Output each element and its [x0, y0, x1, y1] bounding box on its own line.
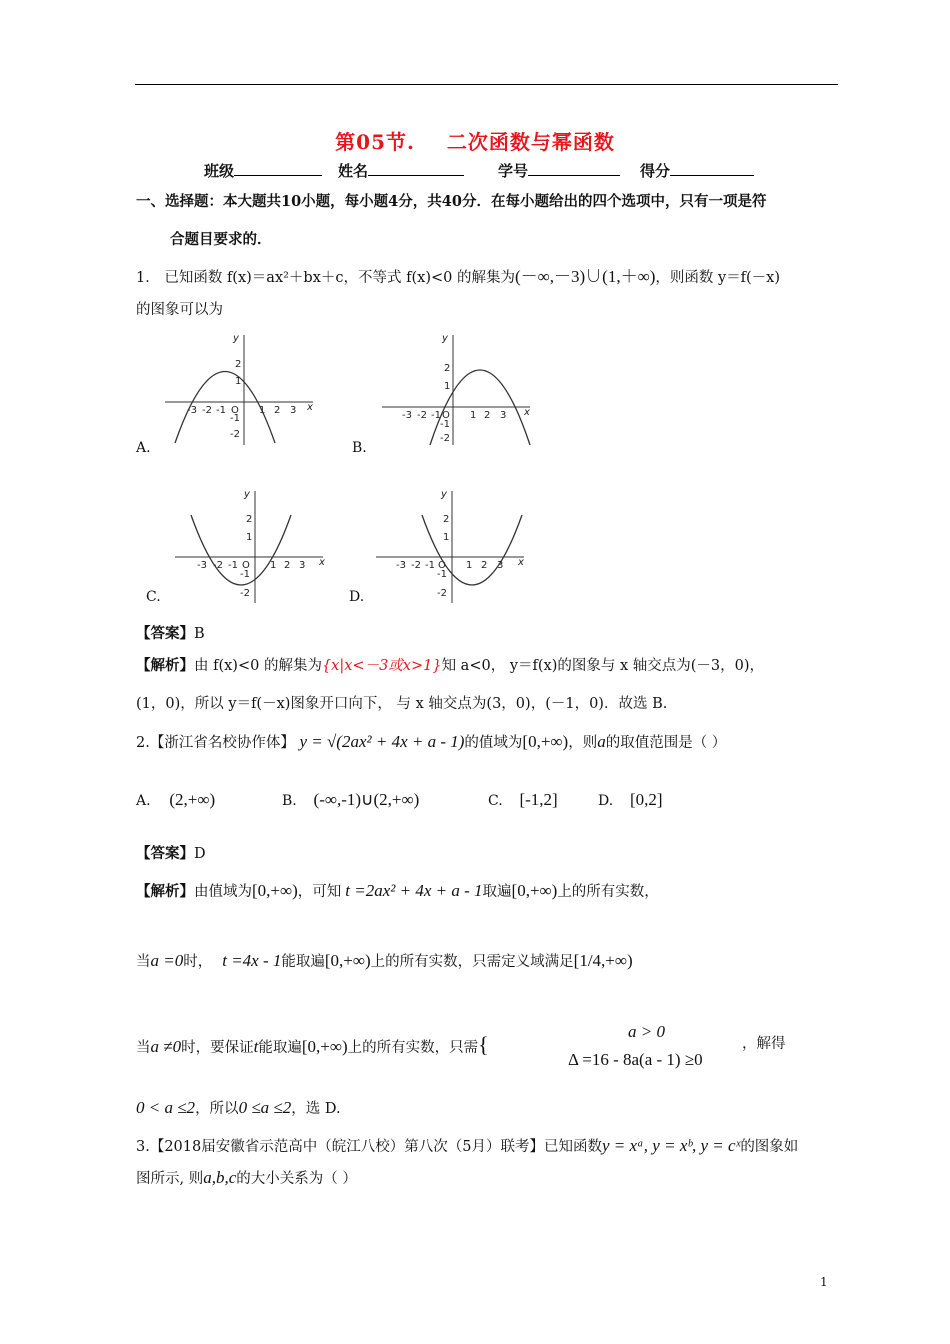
svg-text:1: 1 — [466, 560, 473, 571]
q2-an2-text2: 时， — [183, 954, 213, 970]
q1-option-d-label: D. — [349, 589, 365, 605]
q1-analysis-label: 【解析】 — [136, 657, 194, 674]
q2-option-a — [136, 790, 215, 810]
q2-option-d — [598, 790, 663, 810]
q1-analysis-set: {x|x<－3或x>1} — [321, 658, 442, 674]
svg-text:1: 1 — [270, 560, 277, 571]
svg-text:x: x — [307, 402, 313, 413]
id-blank[interactable] — [528, 161, 620, 176]
q3-stem-text: 3.【2018届安徽省示范高中（皖江八校）第八次（5月）联考】已知函数 — [136, 1139, 602, 1155]
svg-text:y: y — [441, 489, 447, 500]
svg-text:2: 2 — [484, 410, 491, 421]
page-title — [0, 126, 950, 155]
svg-text:2: 2 — [274, 405, 281, 416]
svg-text:O: O — [231, 405, 239, 416]
q2-stem-text: 的值域为 — [464, 735, 523, 751]
q2-answer — [136, 842, 206, 863]
q2-analysis-label: 【解析】 — [136, 883, 194, 900]
q2-an3-cond: a ≠0 — [150, 1037, 182, 1056]
q2-option-c-label: C. — [488, 793, 503, 809]
section-heading-line1: 一、选择题：本大题共10小题，每小题4分，共40分．在每小题给出的四个选项中，只有一项是符 — [136, 193, 767, 210]
svg-text:2: 2 — [444, 363, 451, 374]
score-label: 得分 — [640, 162, 671, 180]
svg-text:-1: -1 — [440, 419, 450, 430]
q2-an3-solve: ，解得 — [742, 1036, 786, 1052]
q2-an2-cond: a =0 — [150, 951, 184, 970]
class-field — [204, 160, 322, 181]
id-field — [498, 160, 620, 181]
q2-option-a-label: A. — [136, 793, 151, 809]
q1-stem-text: 1． 已知函数 f(x)＝ax²＋bx＋c，不等式 f(x)<0 的解集为 — [136, 270, 515, 286]
graph-b — [380, 327, 540, 451]
graph-a — [163, 327, 323, 451]
title-section-number: 第05节 — [335, 130, 407, 154]
q2-answer-label: 【答案】 — [136, 845, 194, 862]
q3-stem-line1 — [136, 1135, 798, 1156]
q3-vars: a,b,c — [203, 1168, 237, 1187]
q2-an3-text: 当 — [136, 1040, 151, 1056]
header-rule — [135, 84, 838, 85]
q2-option-b-label: B. — [282, 793, 297, 809]
q2-an1-text2: ，可知 — [297, 884, 342, 900]
q2-an4-text: ，所以 — [195, 1101, 239, 1117]
q2-range: [0,+∞) — [522, 732, 569, 751]
q2-var-a: a — [597, 732, 606, 751]
svg-text:-3: -3 — [197, 560, 207, 571]
svg-text:-2: -2 — [437, 588, 447, 599]
q2-stem-end: 的取值范围是（ ） — [605, 735, 727, 751]
name-label: 姓名 — [338, 162, 369, 180]
q1-interval: (－∞,－3)∪(1,＋∞) — [514, 267, 656, 286]
q2-function: y = √(2ax² + 4x + a - 1) — [299, 732, 465, 751]
q2-an2-domain: [1/4,+∞) — [573, 951, 633, 970]
q3-functions: y = xᵃ, y = xᵇ, y = cˣ — [601, 1136, 741, 1155]
svg-text:3: 3 — [500, 410, 507, 421]
q1-analysis-line1 — [136, 654, 764, 675]
q2-an4-ineq2: 0 ≤a ≤2 — [238, 1098, 292, 1117]
svg-text:y: y — [442, 333, 448, 344]
svg-text:-1: -1 — [240, 569, 250, 580]
svg-text:-1: -1 — [437, 569, 447, 580]
svg-text:-1: -1 — [216, 405, 226, 416]
q2-an1-text4: 上的所有实数， — [557, 884, 659, 900]
svg-text:3: 3 — [497, 560, 504, 571]
q2-an3-system-line2: Δ =16 - 8a(a - 1) ≥0 — [568, 1050, 703, 1069]
q2-answer-value: D — [194, 846, 206, 862]
q2-an2-text4: 上的所有实数，只需定义域满足 — [370, 954, 574, 970]
q2-analysis-line4 — [136, 1097, 341, 1118]
svg-text:-2: -2 — [240, 588, 250, 599]
class-label: 班级 — [204, 162, 235, 180]
q1-option-b-label: B. — [352, 440, 367, 456]
q2-stem — [136, 731, 726, 752]
graph-d — [374, 485, 534, 609]
q2-an3-system-line1: a > 0 — [628, 1022, 665, 1041]
id-label: 学号 — [498, 162, 529, 180]
name-field — [338, 160, 464, 181]
q1-analysis-line2: (1，0)，所以 y＝f(－x)图象开口向下， 与 x 轴交点为(3，0)，(－1，0)．故选 B. — [136, 696, 668, 712]
q2-an1-t-expr: t =2ax² + 4x + a - 1 — [345, 881, 483, 900]
q2-option-b — [282, 790, 419, 810]
q2-option-a-value: (2,+∞) — [169, 790, 216, 809]
svg-text:O: O — [438, 560, 446, 571]
svg-text:-2: -2 — [202, 405, 212, 416]
svg-text:1: 1 — [235, 376, 242, 387]
svg-text:-2: -2 — [230, 429, 240, 440]
svg-text:y: y — [244, 489, 250, 500]
q3-stem-text-end: 的图象如 — [740, 1139, 799, 1155]
score-blank[interactable] — [670, 161, 754, 176]
svg-text:x: x — [524, 407, 530, 418]
q1-analysis-text-end: 知 a<0， y＝f(x)的图象与 x 轴交点为(－3，0)， — [441, 658, 765, 674]
q2-option-d-label: D. — [598, 793, 614, 809]
q2-an1-text3: 取遍 — [482, 884, 512, 900]
q2-option-c-value: [-1,2] — [519, 790, 558, 809]
svg-text:3: 3 — [299, 560, 306, 571]
q1-answer — [136, 622, 205, 643]
svg-text:O: O — [242, 560, 250, 571]
q3-stem-text2-end: 的大小关系为（ ） — [236, 1171, 357, 1187]
svg-text:-1: -1 — [230, 413, 240, 424]
svg-text:-3: -3 — [396, 560, 406, 571]
svg-text:x: x — [518, 557, 524, 568]
svg-text:1: 1 — [470, 410, 477, 421]
name-blank[interactable] — [368, 161, 464, 176]
svg-text:2: 2 — [284, 560, 291, 571]
q2-analysis-line3: 当a ≠0时，要保证t能取遍[0,+∞)上的所有实数，只需{ — [136, 1032, 489, 1057]
svg-text:-1: -1 — [425, 560, 435, 571]
svg-text:-2: -2 — [417, 410, 427, 421]
svg-text:y: y — [233, 333, 239, 344]
class-blank[interactable] — [234, 161, 322, 176]
q2-an2-text: 当 — [136, 954, 151, 970]
q2-an3-range: [0,+∞) — [301, 1037, 348, 1056]
q2-an1-range2: [0,+∞) — [511, 881, 558, 900]
q1-answer-label: 【答案】 — [136, 625, 194, 642]
q1-answer-value: B — [194, 626, 205, 642]
svg-text:-1: -1 — [431, 410, 441, 421]
svg-text:1: 1 — [443, 532, 450, 543]
svg-text:-1: -1 — [228, 560, 238, 571]
q1-option-a-label: A. — [136, 440, 151, 456]
score-field — [640, 160, 754, 181]
svg-text:1: 1 — [444, 381, 451, 392]
q2-an4-text2: ，选 D. — [291, 1101, 341, 1117]
svg-text:2: 2 — [235, 359, 242, 370]
svg-text:-2: -2 — [213, 560, 223, 571]
svg-text:2: 2 — [481, 560, 488, 571]
q2-analysis-line2 — [136, 950, 633, 971]
q2-an3-text2: 时，要保证 — [181, 1040, 254, 1056]
q2-an2-range: [0,+∞) — [324, 951, 371, 970]
q3-stem-text2: 图所示, 则 — [136, 1171, 204, 1187]
graph-c — [173, 485, 333, 609]
q3-stem-line2 — [136, 1167, 357, 1188]
section-heading-line2: 合题目要求的． — [170, 231, 272, 248]
q2-option-c — [488, 790, 558, 810]
q1-option-c-label: C. — [146, 589, 161, 605]
q2-an1-range: [0,+∞) — [252, 881, 298, 900]
svg-text:O: O — [442, 410, 450, 421]
q2-an2-text3: 能取遍 — [281, 954, 325, 970]
q2-source: 2.【浙江省名校协作体】 — [136, 735, 295, 751]
svg-text:-3: -3 — [402, 410, 412, 421]
q1-stem-text-end: ，则函数 y＝f(－x) — [655, 270, 781, 286]
svg-text:2: 2 — [443, 514, 450, 525]
svg-text:2: 2 — [246, 514, 253, 525]
q2-option-d-value: [0,2] — [629, 790, 663, 809]
title-topic: 二次函数与幂函数 — [446, 130, 615, 154]
svg-text:3: 3 — [290, 405, 297, 416]
q2-an4-ineq1: 0 < a ≤2 — [136, 1098, 196, 1117]
q2-an3-text3: 能取遍 — [258, 1040, 302, 1056]
svg-text:-2: -2 — [440, 433, 450, 444]
svg-text:-3: -3 — [187, 405, 197, 416]
svg-text:1: 1 — [246, 532, 253, 543]
svg-text:-2: -2 — [411, 560, 421, 571]
q1-stem-line2: 的图象可以为 — [136, 302, 223, 318]
q2-option-b-value: (-∞,-1)∪(2,+∞) — [313, 790, 420, 809]
q2-an1-text: 由值域为 — [194, 884, 252, 900]
q1-analysis-text: 由 f(x)<0 的解集为 — [194, 658, 322, 674]
q2-stem-then: ，则 — [568, 735, 598, 751]
q2-an2-t-expr: t =4x - 1 — [222, 951, 282, 970]
page-number: 1 — [820, 1275, 828, 1289]
q2-analysis-line1 — [136, 880, 659, 901]
q2-an3-t: t — [253, 1037, 259, 1056]
q1-stem-line1 — [136, 262, 780, 287]
svg-text:x: x — [319, 557, 325, 568]
title-dot: . — [407, 130, 415, 154]
svg-text:1: 1 — [259, 405, 266, 416]
q2-an3-text4: 上的所有实数，只需 — [347, 1040, 479, 1056]
